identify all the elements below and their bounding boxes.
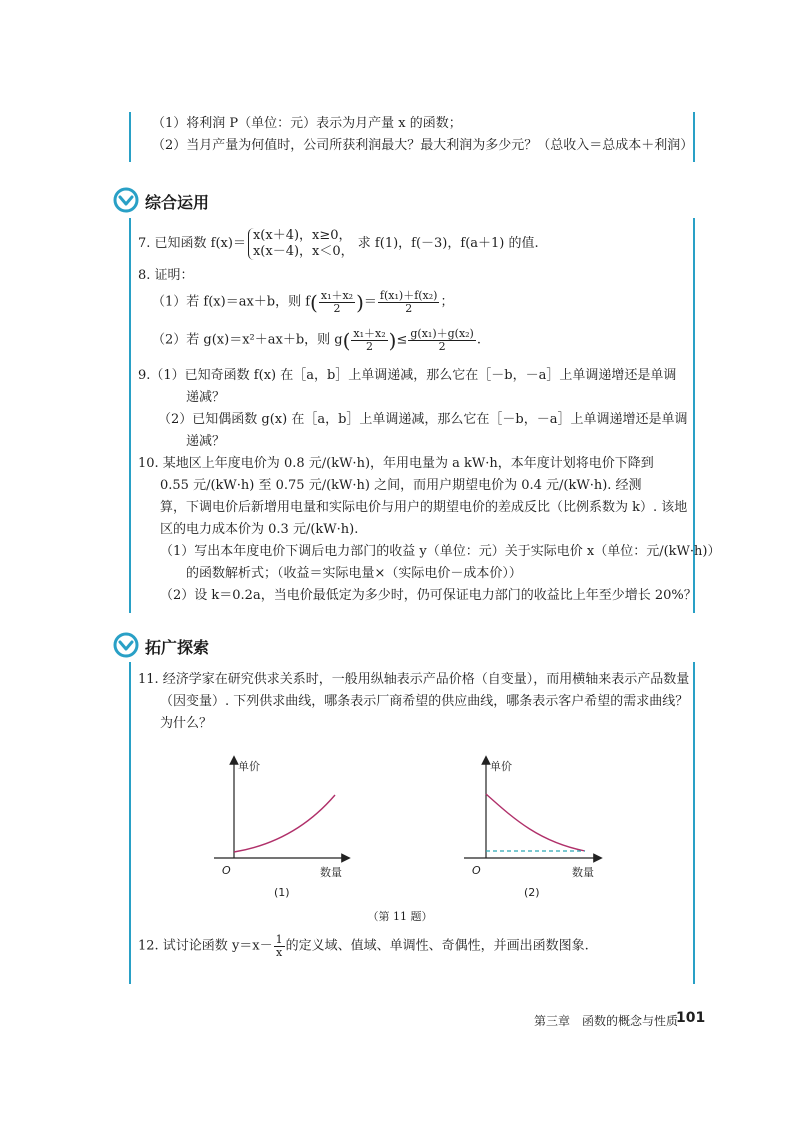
left-margin-rule-top [129,112,131,162]
graph2-origin: O [472,864,481,877]
q8-p2-frac2: $\frac{\text{g(x₁)＋g(x₂)}}{2}$ [410,327,474,353]
section2-body [138,672,688,762]
q9-line3: （2）已知偶函数 g(x) 在［a，b］上单调递减，那么它在［－b，－a］上单调递增还是单调 [158,412,688,427]
q6-part1: （1）将利润 P（单位：元）表示为月产量 x 的函数； [152,116,462,131]
q10-line1: 10. 某地区上年度电价为 0.8 元/(kW·h)，年用电量为 a kW·h，本年度计划将电价下降到 [138,456,654,471]
q8-p1-frac2: $\frac{\text{f(x₁)＋f(x₂)}}{2}$ [379,289,438,315]
q8-p2-pre: （2）若 g(x)＝x²＋ax＋b，则 g [152,332,343,348]
graph2-demand-curve [486,794,585,851]
graph2-caption: (2) [524,886,540,899]
q8-part2 [152,328,481,353]
q8-p1-pre: （1）若 f(x)＝ax＋b，则 f [152,294,311,310]
q9-line1: 9.（1）已知奇函数 f(x) 在［a，b］上单调递减，那么它在［－b，－a］上单调递增还是单调 [138,368,677,383]
graph2-ylabel: 单价 [490,760,512,773]
section1-body [138,228,721,608]
graph2-xlabel: 数量 [572,866,594,879]
q8-p1-rparen: ) [356,290,364,315]
right-margin-rule-top [693,112,695,162]
graph-2 [464,760,598,899]
q11-line2: （因变量）. 下列供求曲线，哪条表示厂商希望的供应曲线，哪条表示客户希望的需求曲线？ [160,694,689,709]
q8-p1-eq: ＝ [363,294,377,310]
footer-chapter: 第三章 函数的概念与性质 [534,1014,679,1028]
q10-line3: 算，下调电价后新增用电量和实际电价与用户的期望电价的差成反比（比例系数为 k）. 该地 [160,500,688,515]
q11-line1: 11. 经济学家在研究供求关系时，一般用纵轴表示产品价格（自变量），而用横轴来表示产品数量 [138,672,690,687]
q8-p2-end: . [476,332,481,348]
q10-line2: 0.55 元/(kW·h) 至 0.75 元/(kW·h) 之间，而用户期望电价为 0.4 元/(kW·h). 经测 [160,478,642,493]
right-margin-rule-s2 [693,662,695,984]
figure-caption: （第 11 题） [367,910,433,923]
q8-p2-le: ≤ [396,332,408,348]
q12-frac: $\frac{1}{x}$ [275,933,283,959]
q8-p1-lparen: ( [310,290,318,315]
q7-suffix: 求 f(1)，f(－3)，f(a＋1) 的值. [357,236,539,251]
graph1-origin: O [222,864,231,877]
chevron-ring-icon [113,632,139,658]
page-number: 101 [676,1010,706,1026]
q10-line7: （2）设 k＝0.2a，当电价最低定为多少时，仍可保证电力部门的收益比上年至少增长 20%？ [160,588,697,603]
q8-p2-frac1: $\frac{\text{x₁＋x₂}}{2}$ [353,327,386,353]
q9-line4: 递减？ [186,434,226,449]
q7-case1: x(x＋4)，x≥0， [252,228,352,243]
q12 [138,934,589,959]
q8-p2-lparen: ( [342,328,351,353]
q8-p1-end: ； [440,294,454,310]
graph1-xlabel: 数量 [320,866,342,879]
graph-1 [214,760,346,899]
left-margin-rule-s2 [129,662,131,984]
q10-line6: 的函数解析式；（收益＝实际电量×（实际电价－成本价）） [186,566,522,581]
q8-part1 [152,290,453,315]
section-title-explore: 拓广探索 [145,638,210,657]
section-title-comprehensive: 综合运用 [145,193,210,212]
graph1-caption: (1) [274,886,290,899]
graph1-supply-curve [234,795,335,852]
q8-p2-rparen: ) [388,328,397,353]
q6-part2: （2）当月产量为何值时，公司所获利润最大？最大利润为多少元？（总收入＝总成本＋利润） [152,138,694,153]
q10-line4: 区的电力成本价为 0.3 元/(kW·h). [160,522,359,537]
graph1-ylabel: 单价 [238,760,260,773]
q12-pre: 12. 试讨论函数 y＝x－ [138,938,273,954]
chevron-ring-icon [113,187,139,213]
q12-post: 的定义域、值域、单调性、奇偶性，并画出函数图象. [285,938,589,954]
q10-line5: （1）写出本年度电价下调后电力部门的收益 y（单位：元）关于实际电价 x（单位：元/(kW·h)） [160,544,721,559]
q9-line2: 递减？ [186,390,226,405]
left-margin-rule-s1 [129,218,131,613]
q7 [138,228,539,260]
q7-piecewise [248,228,354,260]
q11-line3: 为什么？ [160,716,213,731]
q8-head: 8. 证明： [138,268,194,283]
q8-p1-frac1: $\frac{\text{x₁＋x₂}}{2}$ [320,289,354,315]
q7-case2: x(x－4)，x＜0， [252,244,354,259]
q7-prefix: 7. 已知函数 f(x)＝ [138,236,246,251]
supply-demand-figure [200,752,620,900]
